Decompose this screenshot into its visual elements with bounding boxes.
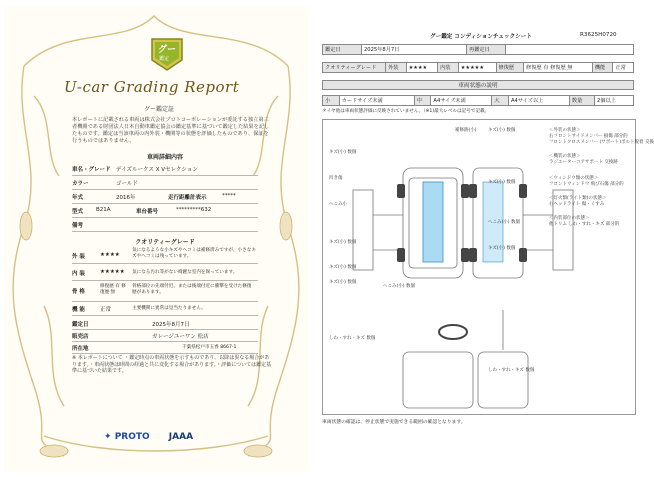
mileage-value: ***** bbox=[222, 193, 236, 199]
vehicle-section-heading: 車両詳細内容 bbox=[146, 154, 183, 161]
damage-label: へこみ(小) 数個 bbox=[488, 220, 520, 225]
vehicle-diagram bbox=[322, 119, 654, 415]
proto-logo-text: PROTO bbox=[114, 432, 150, 442]
damage-label: キズ(小) 数個 bbox=[488, 128, 516, 133]
sheet-footer: 車両状態の確認は、停止状態で実施できる範囲の確認となります。 bbox=[322, 420, 466, 425]
damage-label: キズ(小) 数個 bbox=[329, 150, 357, 155]
damage-label: 凹き傷 bbox=[329, 176, 343, 181]
diagram-note: ＜灯火類(ライト類)の状態＞ bbox=[549, 196, 607, 201]
damage-label: へこみ(小) 数個 bbox=[383, 284, 415, 289]
sheet-interior-stars: ★★★★★ bbox=[458, 63, 496, 73]
diagram-note: 他トリム しわ・すれ・キズ 部分的 bbox=[549, 222, 620, 227]
diagram-note: 右フロントサイドメンバー 損傷 部分的 bbox=[549, 134, 628, 139]
vehicle-name-row: 車名・グレード デイズルークス X Vセレクション bbox=[72, 162, 258, 176]
damage-label: キズ(小) 数個 bbox=[329, 265, 357, 270]
proto-logo: ✦ bbox=[104, 432, 112, 442]
appraisal-date-value: 2025年8月7日 bbox=[152, 322, 190, 328]
badge-text: グー bbox=[158, 45, 177, 55]
damage-label: 補修跡(小) bbox=[455, 128, 477, 133]
function-value: 正常 bbox=[100, 307, 112, 313]
report-footnotes: ※ 本レポートについて ・鑑定時点の車両状態を示すものであり、以降は異なる場合があります。・車両状態は時間の経過と共に変化する場合があります。・評価については鑑定基準に基づいた結果です。 bbox=[72, 355, 272, 375]
diagram-note: ＜機装の状態＞ bbox=[549, 154, 581, 159]
frame-repair-value: 修復歴 有 修復歴 無 bbox=[100, 284, 126, 295]
sheet-code: R3625H0720 bbox=[580, 32, 617, 38]
grading-report-certificate bbox=[4, 6, 308, 472]
interior-stars: ★★★★★ bbox=[100, 269, 125, 275]
damage-label: へこみ小 bbox=[329, 202, 347, 207]
vehicle-year-value: 2016年 bbox=[116, 195, 136, 201]
diagram-note: 右ヘッドライト 傷・くすみ bbox=[549, 202, 605, 207]
vehicle-color-value: ゴールド bbox=[116, 181, 138, 187]
jaaa-logo-text: JAAA bbox=[168, 432, 194, 442]
legend-note: タイヤ他は車両状態評価に反映されていません。（※1)最大レベルは記号で記載。 bbox=[322, 109, 490, 114]
address-value: 千葉県松戸市五香 8667-1 bbox=[182, 345, 237, 350]
shop-value: ガレージユーワン 松店 bbox=[152, 334, 209, 340]
exterior-stars: ★★★★ bbox=[100, 252, 120, 258]
model-value: B21A bbox=[96, 207, 111, 213]
goo-appraisal-badge bbox=[149, 36, 185, 72]
damage-label: キズ(小) 数個 bbox=[329, 280, 357, 285]
quality-row-exterior: 外 装 ★★★★ 気になるような小キズやヘコミは補修済みですが、小さなキズやヘコミは残っています。 bbox=[72, 247, 258, 264]
damage-label: キズ(小) 数個 bbox=[488, 180, 516, 185]
sheet-date-value: 2025年8月7日 bbox=[362, 45, 467, 55]
sheet-repair-value: 修復歴 有 修復歴 無 bbox=[524, 63, 593, 73]
report-intro: 本レポートに記載される車両は株式会社プロトコーポレーションが委託する独立第三者機関である財団法人日本自動車鑑定協会の鑑定基準に基づいて鑑定した結果を記したものです。鑑定は当該車両の内外装・機関等の状態を評価したものであり、保証を行うものではありません。 bbox=[72, 117, 270, 144]
diagram-note: ＜内装部位の状態＞ bbox=[549, 216, 590, 221]
shop-row: 販売店 ガレージユーワン 松店 bbox=[72, 330, 258, 342]
state-heading: 車両状態の説明 bbox=[322, 80, 634, 90]
damage-label: しわ・すれ・キズ 数個 bbox=[488, 368, 535, 373]
report-title: U-car Grading Report bbox=[64, 78, 240, 96]
damage-label: しわ・すれ・キズ 数個 bbox=[329, 336, 376, 341]
chassis-value: *********632 bbox=[176, 207, 212, 213]
vehicle-model-row: 型式 B21A 車台番号 *********632 bbox=[72, 204, 258, 218]
appraisal-date-row: 鑑定日 2025年8月7日 bbox=[72, 318, 258, 330]
vehicle-notes-row: 備考 bbox=[72, 218, 258, 232]
damage-label: キズ(小) 数個 bbox=[329, 240, 357, 245]
diagram-note: ラジエーターコアサポート 交換跡 bbox=[549, 160, 618, 165]
sheet-function-value: 正常 bbox=[613, 63, 634, 73]
damage-label: キズ(小) 数個 bbox=[488, 246, 516, 251]
quality-section-heading: クオリティーグレード bbox=[135, 239, 195, 246]
diagram-note: フロントウィンドウ 飛び石傷 部分的 bbox=[549, 182, 624, 187]
diagram-note: フロントクロスメンバー (サポート)ボルト脱着 交換 bbox=[549, 140, 654, 145]
count-value: 2個以上 bbox=[595, 96, 634, 106]
sheet-date-table: 鑑定日 2025年8月7日 再鑑定日 bbox=[322, 44, 634, 55]
quality-row-frame: 骨 格 修復歴 有 修復歴 無 骨格部位の先端付近、または後端付近に衝撃を受けた修復歴があります。 bbox=[72, 281, 258, 302]
size-legend-table: 小 カードサイズ未満 中 A4サイズ未満 大 A4サイズ以上 数量 2個以上 bbox=[322, 95, 634, 106]
report-subtitle: グー鑑定証 bbox=[144, 106, 175, 113]
vehicle-year-row: 年式 2016年 走行距離計表示 ***** bbox=[72, 190, 258, 204]
sheet-title: グー鑑定 コンディションチェックシート bbox=[430, 34, 532, 40]
address-row: 所在地 千葉県松戸市五香 8667-1 bbox=[72, 342, 258, 354]
diagram-note: ＜ウィンドウ類の状態＞ bbox=[549, 176, 599, 181]
sheet-quality-table: クオリティーグレード 外装 ★★★★ 内装 ★★★★★ 修復歴 修復歴 有 修復歴 無 機能 正常 bbox=[322, 62, 634, 73]
vehicle-color-row: カラー ゴールド bbox=[72, 176, 258, 190]
quality-row-interior: 内 装 ★★★★★ 気になる汚れ等がない綺麗な室内を保っています。 bbox=[72, 264, 258, 281]
quality-row-function: 機 能 正常 主要機関に異常は見当たりません。 bbox=[72, 302, 258, 316]
diagram-note: ＜外装の状態＞ bbox=[549, 128, 581, 133]
badge-subtext: 鑑定 bbox=[159, 56, 170, 62]
sheet-exterior-stars: ★★★★ bbox=[406, 63, 438, 73]
logo-row bbox=[104, 432, 193, 442]
vehicle-name-value: デイズルークス X Vセレクション bbox=[116, 167, 198, 173]
